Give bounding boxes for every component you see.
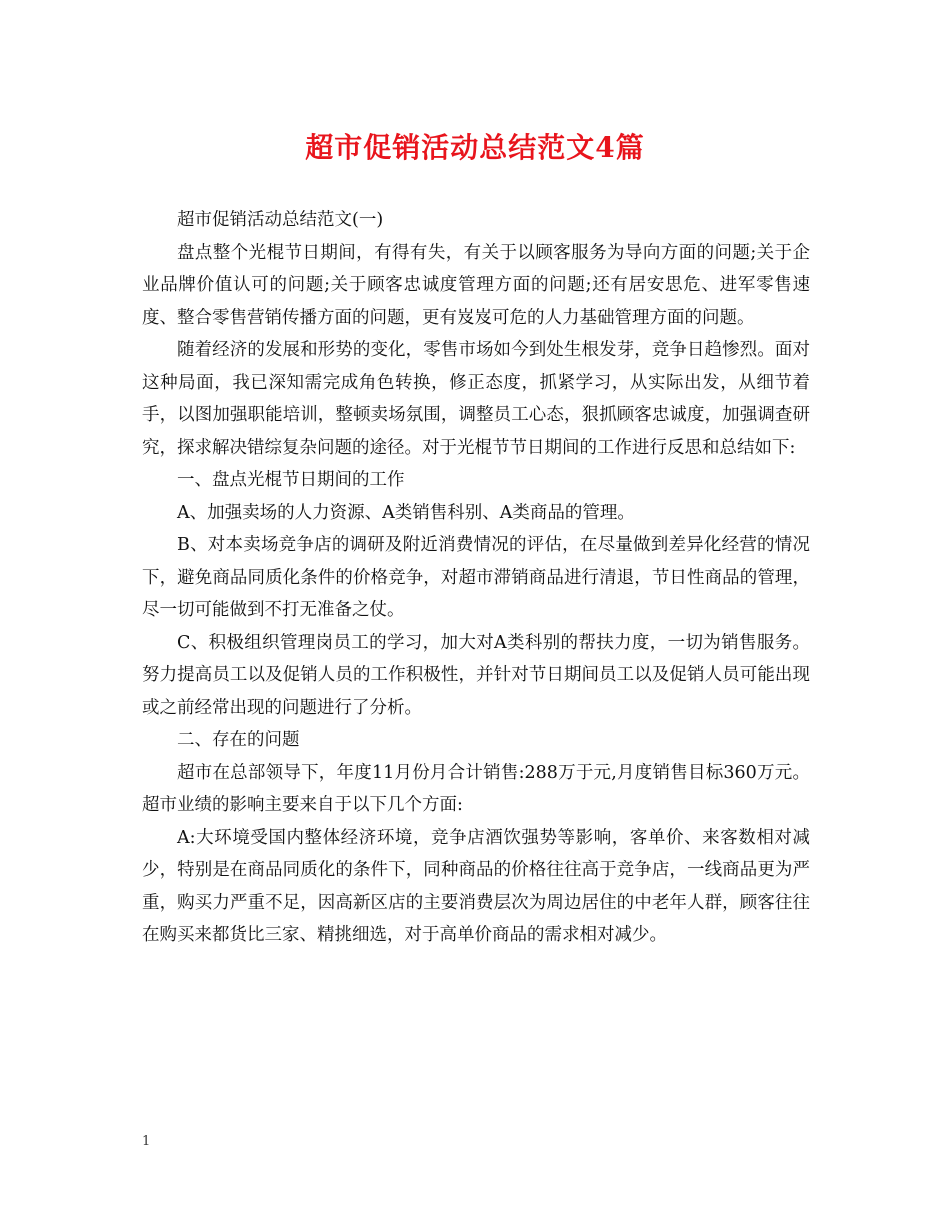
- paragraph: C、积极组织管理岗员工的学习，加大对A类科别的帮扶力度，一切为销售服务。努力提高员工以及促销人员的工作积极性，并针对节日期间员工以及促销人员可能出现或之前经常出现的问题进行了分析。: [142, 632, 810, 718]
- paragraph: 超市在总部领导下，年度11月份月合计销售:288万于元,月度销售目标360万元。超市业绩的影响主要来自于以下几个方面:: [142, 762, 810, 815]
- paragraph-subtitle: 超市促销活动总结范文(一): [177, 210, 384, 230]
- document-body: [142, 204, 810, 952]
- paragraph: A:大环境受国内整体经济环境，竞争店酒饮强势等影响，客单价、来客数相对减少，特别是在商品同质化的条件下，同种商品的价格往往高于竞争店，一线商品更为严重，购买力严重不足，因高新区店的主要消费层次为周边居住的中老年人群，顾客往往在购买来都货比三家、精挑细选，对于高单价商品的需求相对减少。: [142, 827, 810, 945]
- section-heading: 一、盘点光棍节日期间的工作: [177, 470, 405, 490]
- document-title: 超市促销活动总结范文4篇: [305, 131, 645, 164]
- section-heading: 二、存在的问题: [177, 730, 300, 750]
- paragraph: 盘点整个光棍节日期间，有得有失，有关于以顾客服务为导向方面的问题;关于企业品牌价值认可的问题;关于顾客忠诚度管理方面的问题;还有居安思危、进军零售速度、整合零售营销传播方面的问题，更有岌岌可危的人力基础管理方面的问题。: [142, 242, 810, 328]
- paragraph: A、加强卖场的人力资源、A类销售科别、A类商品的管理。: [177, 502, 635, 523]
- paragraph: 随着经济的发展和形势的变化，零售市场如今到处生根发芽，竞争日趋惨烈。面对这种局面，我已深知需完成角色转换，修正态度，抓紧学习，从实际出发，从细节着手，以图加强职能培训，整顿卖场氛围，调整员工心态，狠抓顾客忠诚度，加强调查研究，探求解决错综复杂问题的途径。对于光棍节节日期间的工作进行反思和总结如下:: [142, 340, 810, 458]
- paragraph: B、对本卖场竞争店的调研及附近消费情况的评估，在尽量做到差异化经营的情况下，避免商品同质化条件的价格竞争，对超市滞销商品进行清退，节日性商品的管理，尽一切可能做到不打无准备之仗。: [142, 535, 810, 620]
- page-number: 1: [142, 1134, 151, 1149]
